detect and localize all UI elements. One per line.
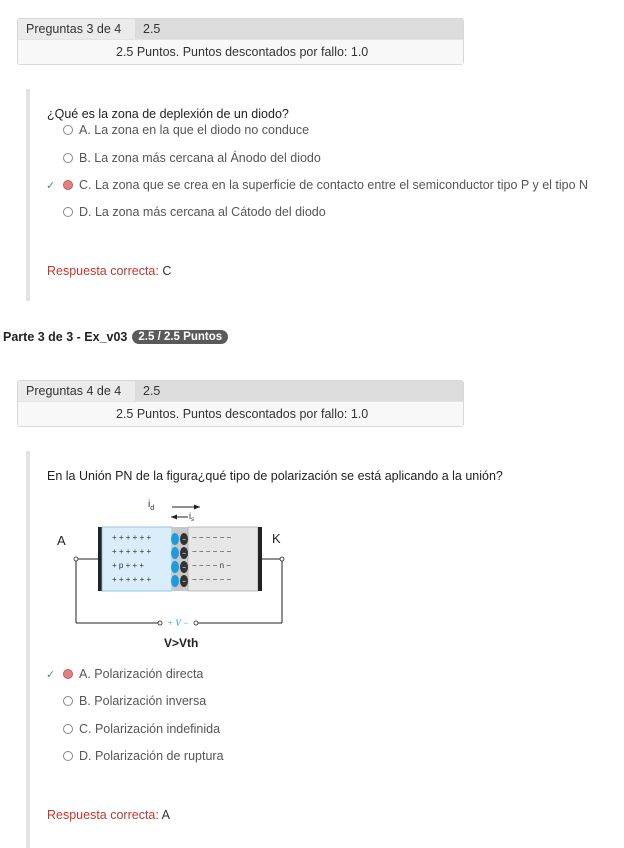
question-number: Preguntas 4 de 4 [18, 381, 135, 401]
radio-icon[interactable] [63, 696, 73, 706]
p-charges: + + + + + + [112, 533, 152, 542]
svg-text:−: − [181, 536, 187, 544]
q3-option-d[interactable]: D. La zona más cercana al Cátodo del diodo [47, 205, 326, 219]
current-id-arrowhead [194, 505, 200, 510]
radio-icon[interactable] [63, 724, 73, 734]
figure-caption: V>Vth [164, 636, 199, 650]
anode-contact [98, 527, 102, 591]
radio-icon[interactable] [63, 207, 73, 217]
part-title: Parte 3 de 3 - Ex_v03 2.5 / 2.5 Puntos [3, 330, 228, 344]
question-4-text: En la Unión PN de la figura¿qué tipo de polarización se está aplicando a la unión? [47, 469, 503, 483]
p-charges: + p + + + [112, 561, 145, 570]
selected-radio-icon[interactable] [63, 180, 73, 190]
score-badge: 2.5 / 2.5 Puntos [132, 330, 228, 344]
question-number: Preguntas 3 de 4 [18, 19, 135, 39]
q3-option-c[interactable]: ✓ C. La zona que se crea en la superficie de contacto entre el semiconductor tipo P y el tipo N [46, 178, 589, 192]
svg-text:−: − [181, 550, 187, 558]
question-4-header [17, 380, 464, 427]
q4-option-a[interactable]: ✓ A. Polarización directa [46, 667, 204, 681]
question-points: 2.5 Puntos. Puntos descontados por fallo: 1.0 [18, 39, 463, 64]
q3-option-a[interactable]: A. La zona en la que el diodo no conduce [47, 123, 309, 137]
anode-label: A [57, 533, 66, 548]
n-charges: − − − − − − [192, 547, 232, 556]
n-charges: − − − − − − [192, 533, 232, 542]
q4-option-b[interactable]: B. Polarización inversa [47, 694, 206, 708]
radio-icon[interactable] [63, 125, 73, 135]
svg-text:−: − [181, 578, 187, 586]
selected-radio-icon[interactable] [63, 669, 73, 679]
current-is-arrowhead [171, 515, 177, 520]
question-value: 2.5 [135, 381, 463, 401]
cathode-label: K [272, 531, 281, 546]
q4-option-c[interactable]: C. Polarización indefinida [47, 722, 220, 736]
n-charges: − − − − n − [192, 561, 231, 570]
n-charges: − − − − − − [192, 575, 232, 584]
pn-junction-figure [52, 495, 292, 655]
question-value: 2.5 [135, 19, 463, 39]
cathode-contact [258, 527, 262, 591]
p-charges: + + + + + + [112, 575, 152, 584]
q3-option-b[interactable]: B. La zona más cercana al Ánodo del diodo [47, 151, 321, 165]
svg-text:−: − [181, 564, 187, 572]
p-charges: + + + + + + [112, 547, 152, 556]
radio-icon[interactable] [63, 751, 73, 761]
question-3-header [17, 18, 464, 65]
q3-correct-answer: Respuesta correcta: C [47, 264, 172, 278]
question-3-text: ¿Qué es la zona de deplexión de un diodo? [47, 107, 289, 121]
question-points: 2.5 Puntos. Puntos descontados por fallo: 1.0 [18, 401, 463, 426]
radio-icon[interactable] [63, 153, 73, 163]
q4-option-d[interactable]: D. Polarización de ruptura [47, 749, 224, 763]
correct-check-icon: ✓ [46, 668, 56, 681]
voltage-source: + V − [167, 618, 189, 628]
current-is-label: $i_s$ [189, 511, 194, 523]
current-id-label: $i_d$ [148, 499, 155, 512]
correct-check-icon: ✓ [46, 179, 56, 192]
q4-correct-answer: Respuesta correcta: A [47, 808, 170, 822]
